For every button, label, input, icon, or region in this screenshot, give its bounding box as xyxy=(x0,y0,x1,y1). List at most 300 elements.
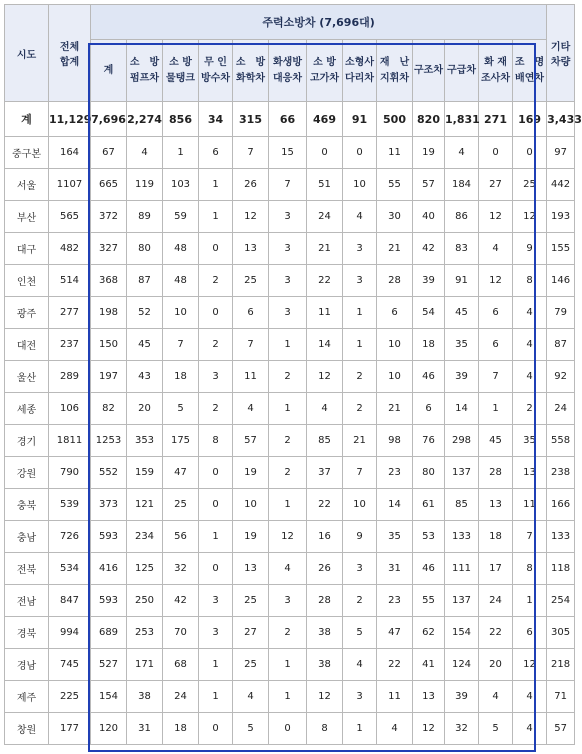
table-cell: 19 xyxy=(233,457,269,489)
table-cell: 11 xyxy=(377,137,413,169)
table-cell: 1 xyxy=(269,649,307,681)
sub-header-cell xyxy=(163,40,199,102)
total-row-label: 계 xyxy=(5,102,49,137)
table-cell: 15 xyxy=(269,137,307,169)
region-name-cell: 경기 xyxy=(5,425,49,457)
header-other-line2: 차량 xyxy=(550,57,571,68)
table-cell: 70 xyxy=(163,617,199,649)
table-cell: 106 xyxy=(49,393,91,425)
sub-header-cell xyxy=(91,40,127,102)
table-cell: 5 xyxy=(343,617,377,649)
table-cell: 193 xyxy=(547,201,575,233)
table-cell: 1 xyxy=(199,649,233,681)
table-cell: 53 xyxy=(413,521,445,553)
table-cell: 91 xyxy=(445,265,479,297)
region-name-cell: 서울 xyxy=(5,169,49,201)
table-cell: 2 xyxy=(513,393,547,425)
table-body xyxy=(5,102,582,745)
table-cell: 593 xyxy=(91,585,127,617)
sub-header-label: 소 방 xyxy=(169,56,192,68)
table-cell: 1 xyxy=(513,585,547,617)
table-cell: 2 xyxy=(199,265,233,297)
table-cell: 28 xyxy=(307,585,343,617)
table-cell: 1 xyxy=(199,681,233,713)
table-cell: 7 xyxy=(513,521,547,553)
table-header xyxy=(5,5,575,102)
table-cell: 4 xyxy=(269,553,307,585)
table-cell: 277 xyxy=(49,297,91,329)
table-row xyxy=(5,457,575,489)
table-cell: 237 xyxy=(49,329,91,361)
table-cell: 150 xyxy=(91,329,127,361)
sub-header-cell xyxy=(413,40,445,102)
table-cell: 8 xyxy=(199,425,233,457)
region-name-cell: 제주 xyxy=(5,681,49,713)
table-cell: 21 xyxy=(377,233,413,265)
table-cell: 24 xyxy=(163,681,199,713)
table-cell: 745 xyxy=(49,649,91,681)
table-cell: 3 xyxy=(343,265,377,297)
table-cell: 46 xyxy=(413,361,445,393)
table-cell: 13 xyxy=(413,681,445,713)
table-cell: 6 xyxy=(233,297,269,329)
table-cell: 42 xyxy=(163,585,199,617)
table-cell: 665 xyxy=(91,169,127,201)
table-cell: 10 xyxy=(377,329,413,361)
table-cell: 1107 xyxy=(49,169,91,201)
table-cell: 119 xyxy=(127,169,163,201)
table-cell: 305 xyxy=(547,617,575,649)
table-cell: 4 xyxy=(513,297,547,329)
table-cell: 45 xyxy=(127,329,163,361)
table-cell: 218 xyxy=(547,649,575,681)
header-total xyxy=(49,5,91,102)
table-cell: 21 xyxy=(343,425,377,457)
table-cell: 38 xyxy=(307,649,343,681)
table-cell: 7 xyxy=(233,137,269,169)
table-cell: 5 xyxy=(163,393,199,425)
table-cell: 790 xyxy=(49,457,91,489)
table-cell: 118 xyxy=(547,553,575,585)
table-cell: 177 xyxy=(49,713,91,745)
table-cell: 0 xyxy=(513,137,547,169)
sub-header-label: 구조차 xyxy=(414,64,443,76)
region-name-cell: 중구본 xyxy=(5,137,49,169)
table-cell: 48 xyxy=(163,233,199,265)
table-cell: 4 xyxy=(445,137,479,169)
table-cell: 39 xyxy=(413,265,445,297)
table-cell: 22 xyxy=(479,617,513,649)
table-cell: 2 xyxy=(343,585,377,617)
table-row xyxy=(5,425,575,457)
table-cell: 27 xyxy=(479,169,513,201)
table-cell: 98 xyxy=(377,425,413,457)
table-cell: 57 xyxy=(547,713,575,745)
table-cell: 18 xyxy=(163,713,199,745)
table-cell: 57 xyxy=(413,169,445,201)
table-cell: 994 xyxy=(49,617,91,649)
table-cell: 35 xyxy=(445,329,479,361)
table-cell: 6 xyxy=(377,297,413,329)
table-cell: 1 xyxy=(269,489,307,521)
table-cell: 5 xyxy=(479,713,513,745)
table-cell: 56 xyxy=(163,521,199,553)
table-row xyxy=(5,297,575,329)
table-cell: 159 xyxy=(127,457,163,489)
sub-header-cell xyxy=(479,40,513,102)
table-cell: 4 xyxy=(479,681,513,713)
total-cell: 500 xyxy=(377,102,413,137)
table-row xyxy=(5,489,575,521)
total-cell: 11,129 xyxy=(49,102,91,137)
table-cell: 4 xyxy=(343,649,377,681)
table-cell: 14 xyxy=(445,393,479,425)
table-cell: 124 xyxy=(445,649,479,681)
table-cell: 1 xyxy=(269,393,307,425)
table-cell: 12 xyxy=(479,265,513,297)
header-total-line1: 전체 xyxy=(59,42,80,53)
total-cell: 315 xyxy=(233,102,269,137)
table-cell: 4 xyxy=(377,713,413,745)
table-cell: 368 xyxy=(91,265,127,297)
sub-header-label: 펌프차 xyxy=(130,72,159,84)
table-cell: 2 xyxy=(269,361,307,393)
table-cell: 4 xyxy=(479,233,513,265)
table-cell: 154 xyxy=(445,617,479,649)
region-name-cell: 세종 xyxy=(5,393,49,425)
table-row xyxy=(5,713,575,745)
table-cell: 7 xyxy=(233,329,269,361)
sub-header-label: 조 명 xyxy=(514,56,545,68)
table-cell: 13 xyxy=(479,489,513,521)
fire-vehicle-table-container xyxy=(4,4,582,745)
table-cell: 482 xyxy=(49,233,91,265)
sub-header-label: 대응차 xyxy=(273,72,302,84)
table-cell: 1 xyxy=(479,393,513,425)
fire-vehicle-table xyxy=(4,4,582,745)
table-cell: 2 xyxy=(269,457,307,489)
table-cell: 8 xyxy=(513,553,547,585)
table-cell: 1 xyxy=(343,297,377,329)
table-cell: 238 xyxy=(547,457,575,489)
header-other xyxy=(547,5,575,102)
table-cell: 558 xyxy=(547,425,575,457)
table-cell: 45 xyxy=(479,425,513,457)
table-cell: 35 xyxy=(513,425,547,457)
table-cell: 593 xyxy=(91,521,127,553)
table-cell: 62 xyxy=(413,617,445,649)
table-cell: 59 xyxy=(163,201,199,233)
table-cell: 10 xyxy=(233,489,269,521)
table-cell: 27 xyxy=(233,617,269,649)
table-cell: 23 xyxy=(377,457,413,489)
table-cell: 13 xyxy=(233,233,269,265)
table-cell: 111 xyxy=(445,553,479,585)
table-cell: 7 xyxy=(343,457,377,489)
header-total-line2: 합계 xyxy=(59,57,80,68)
region-name-cell: 전북 xyxy=(5,553,49,585)
table-cell: 552 xyxy=(91,457,127,489)
table-row xyxy=(5,201,575,233)
table-cell: 30 xyxy=(377,201,413,233)
total-cell: 3,433 xyxy=(547,102,575,137)
table-cell: 0 xyxy=(269,713,307,745)
table-cell: 52 xyxy=(127,297,163,329)
table-row xyxy=(5,137,575,169)
table-cell: 24 xyxy=(307,201,343,233)
header-other-line1: 기타 xyxy=(550,42,571,53)
table-cell: 4 xyxy=(343,201,377,233)
table-cell: 253 xyxy=(127,617,163,649)
table-cell: 0 xyxy=(199,713,233,745)
table-cell: 61 xyxy=(413,489,445,521)
table-cell: 35 xyxy=(377,521,413,553)
table-cell: 565 xyxy=(49,201,91,233)
table-cell: 289 xyxy=(49,361,91,393)
table-cell: 86 xyxy=(445,201,479,233)
region-name-cell: 부산 xyxy=(5,201,49,233)
table-cell: 4 xyxy=(513,681,547,713)
table-cell: 48 xyxy=(163,265,199,297)
table-cell: 12 xyxy=(413,713,445,745)
region-name-cell: 울산 xyxy=(5,361,49,393)
table-cell: 41 xyxy=(413,649,445,681)
table-cell: 2 xyxy=(199,393,233,425)
table-cell: 12 xyxy=(269,521,307,553)
table-cell: 21 xyxy=(307,233,343,265)
table-cell: 164 xyxy=(49,137,91,169)
table-cell: 42 xyxy=(413,233,445,265)
table-cell: 25 xyxy=(513,169,547,201)
table-cell: 28 xyxy=(479,457,513,489)
table-cell: 327 xyxy=(91,233,127,265)
table-cell: 6 xyxy=(513,617,547,649)
table-cell: 5 xyxy=(233,713,269,745)
sub-header-row xyxy=(5,40,575,102)
table-cell: 514 xyxy=(49,265,91,297)
table-cell: 10 xyxy=(163,297,199,329)
table-cell: 11 xyxy=(233,361,269,393)
table-cell: 87 xyxy=(127,265,163,297)
sub-header-label: 소 방 xyxy=(313,56,336,68)
table-cell: 38 xyxy=(127,681,163,713)
table-cell: 16 xyxy=(307,521,343,553)
table-cell: 353 xyxy=(127,425,163,457)
region-name-cell: 경북 xyxy=(5,617,49,649)
sub-header-cell xyxy=(377,40,413,102)
table-cell: 3 xyxy=(343,681,377,713)
table-cell: 4 xyxy=(513,361,547,393)
table-cell: 9 xyxy=(513,233,547,265)
table-cell: 184 xyxy=(445,169,479,201)
table-cell: 0 xyxy=(199,553,233,585)
region-name-cell: 충북 xyxy=(5,489,49,521)
table-cell: 198 xyxy=(91,297,127,329)
total-cell: 66 xyxy=(269,102,307,137)
table-cell: 6 xyxy=(479,297,513,329)
table-cell: 0 xyxy=(307,137,343,169)
table-cell: 32 xyxy=(163,553,199,585)
header-region: 시도 xyxy=(5,5,49,102)
table-cell: 0 xyxy=(343,137,377,169)
table-cell: 4 xyxy=(307,393,343,425)
table-cell: 847 xyxy=(49,585,91,617)
table-row xyxy=(5,681,575,713)
table-cell: 6 xyxy=(199,137,233,169)
total-cell: 2,274 xyxy=(127,102,163,137)
table-cell: 2 xyxy=(343,393,377,425)
table-cell: 18 xyxy=(413,329,445,361)
table-cell: 20 xyxy=(127,393,163,425)
table-cell: 120 xyxy=(91,713,127,745)
sub-header-cell xyxy=(127,40,163,102)
table-cell: 3 xyxy=(269,297,307,329)
sub-header-cell xyxy=(199,40,233,102)
table-cell: 539 xyxy=(49,489,91,521)
sub-header-label: 구급차 xyxy=(447,64,476,76)
table-cell: 45 xyxy=(445,297,479,329)
table-cell: 13 xyxy=(513,457,547,489)
table-row xyxy=(5,617,575,649)
total-cell: 856 xyxy=(163,102,199,137)
table-cell: 18 xyxy=(163,361,199,393)
table-cell: 146 xyxy=(547,265,575,297)
region-name-cell: 인천 xyxy=(5,265,49,297)
table-cell: 22 xyxy=(307,265,343,297)
table-cell: 197 xyxy=(91,361,127,393)
table-cell: 2 xyxy=(343,361,377,393)
table-cell: 6 xyxy=(479,329,513,361)
table-cell: 726 xyxy=(49,521,91,553)
table-cell: 155 xyxy=(547,233,575,265)
table-cell: 47 xyxy=(163,457,199,489)
table-cell: 0 xyxy=(479,137,513,169)
table-cell: 79 xyxy=(547,297,575,329)
table-cell: 8 xyxy=(307,713,343,745)
sub-header-cell xyxy=(269,40,307,102)
total-cell: 34 xyxy=(199,102,233,137)
table-cell: 14 xyxy=(307,329,343,361)
table-cell: 3 xyxy=(199,361,233,393)
table-cell: 57 xyxy=(233,425,269,457)
table-cell: 175 xyxy=(163,425,199,457)
table-cell: 225 xyxy=(49,681,91,713)
table-cell: 85 xyxy=(445,489,479,521)
table-cell: 25 xyxy=(163,489,199,521)
table-cell: 372 xyxy=(91,201,127,233)
table-cell: 26 xyxy=(233,169,269,201)
table-cell: 534 xyxy=(49,553,91,585)
table-cell: 166 xyxy=(547,489,575,521)
table-cell: 24 xyxy=(547,393,575,425)
table-cell: 18 xyxy=(479,521,513,553)
table-cell: 68 xyxy=(163,649,199,681)
sub-header-label: 배연차 xyxy=(515,72,545,84)
table-cell: 137 xyxy=(445,585,479,617)
table-cell: 1 xyxy=(269,329,307,361)
table-cell: 3 xyxy=(269,201,307,233)
table-cell: 21 xyxy=(377,393,413,425)
table-cell: 298 xyxy=(445,425,479,457)
region-name-cell: 전남 xyxy=(5,585,49,617)
region-name-cell: 강원 xyxy=(5,457,49,489)
total-cell: 271 xyxy=(479,102,513,137)
table-cell: 46 xyxy=(413,553,445,585)
table-cell: 1811 xyxy=(49,425,91,457)
table-cell: 9 xyxy=(343,521,377,553)
sub-header-label: 조사차 xyxy=(481,72,510,84)
table-cell: 80 xyxy=(127,233,163,265)
table-cell: 3 xyxy=(343,553,377,585)
table-row xyxy=(5,649,575,681)
table-cell: 1 xyxy=(343,713,377,745)
region-name-cell: 경남 xyxy=(5,649,49,681)
total-cell: 91 xyxy=(343,102,377,137)
table-cell: 1 xyxy=(199,201,233,233)
table-cell: 32 xyxy=(445,713,479,745)
total-cell: 820 xyxy=(413,102,445,137)
table-cell: 82 xyxy=(91,393,127,425)
region-name-cell: 대구 xyxy=(5,233,49,265)
table-cell: 80 xyxy=(413,457,445,489)
table-row xyxy=(5,521,575,553)
table-cell: 171 xyxy=(127,649,163,681)
table-cell: 83 xyxy=(445,233,479,265)
table-cell: 154 xyxy=(91,681,127,713)
table-cell: 38 xyxy=(307,617,343,649)
table-cell: 133 xyxy=(547,521,575,553)
sub-header-label: 화생방 xyxy=(273,56,302,68)
table-cell: 133 xyxy=(445,521,479,553)
table-cell: 121 xyxy=(127,489,163,521)
table-cell: 31 xyxy=(377,553,413,585)
table-cell: 22 xyxy=(377,649,413,681)
table-cell: 14 xyxy=(377,489,413,521)
table-cell: 47 xyxy=(377,617,413,649)
table-cell: 31 xyxy=(127,713,163,745)
table-cell: 10 xyxy=(377,361,413,393)
sub-header-cell xyxy=(445,40,479,102)
table-cell: 1 xyxy=(199,521,233,553)
table-cell: 373 xyxy=(91,489,127,521)
total-cell: 1,831 xyxy=(445,102,479,137)
sub-header-cell xyxy=(307,40,343,102)
table-cell: 54 xyxy=(413,297,445,329)
table-cell: 39 xyxy=(445,361,479,393)
table-row xyxy=(5,329,575,361)
sub-header-label: 지휘차 xyxy=(380,72,409,84)
table-cell: 12 xyxy=(307,361,343,393)
region-name-cell: 광주 xyxy=(5,297,49,329)
table-cell: 0 xyxy=(199,489,233,521)
table-cell: 23 xyxy=(377,585,413,617)
sub-header-label: 화학차 xyxy=(236,72,265,84)
table-cell: 12 xyxy=(307,681,343,713)
table-cell: 7 xyxy=(479,361,513,393)
table-cell: 103 xyxy=(163,169,199,201)
table-cell: 25 xyxy=(233,265,269,297)
table-cell: 1 xyxy=(343,329,377,361)
table-cell: 97 xyxy=(547,137,575,169)
total-cell: 169 xyxy=(513,102,547,137)
table-cell: 51 xyxy=(307,169,343,201)
table-cell: 0 xyxy=(199,297,233,329)
table-cell: 11 xyxy=(513,489,547,521)
table-cell: 1253 xyxy=(91,425,127,457)
table-cell: 67 xyxy=(91,137,127,169)
table-cell: 137 xyxy=(445,457,479,489)
table-cell: 442 xyxy=(547,169,575,201)
